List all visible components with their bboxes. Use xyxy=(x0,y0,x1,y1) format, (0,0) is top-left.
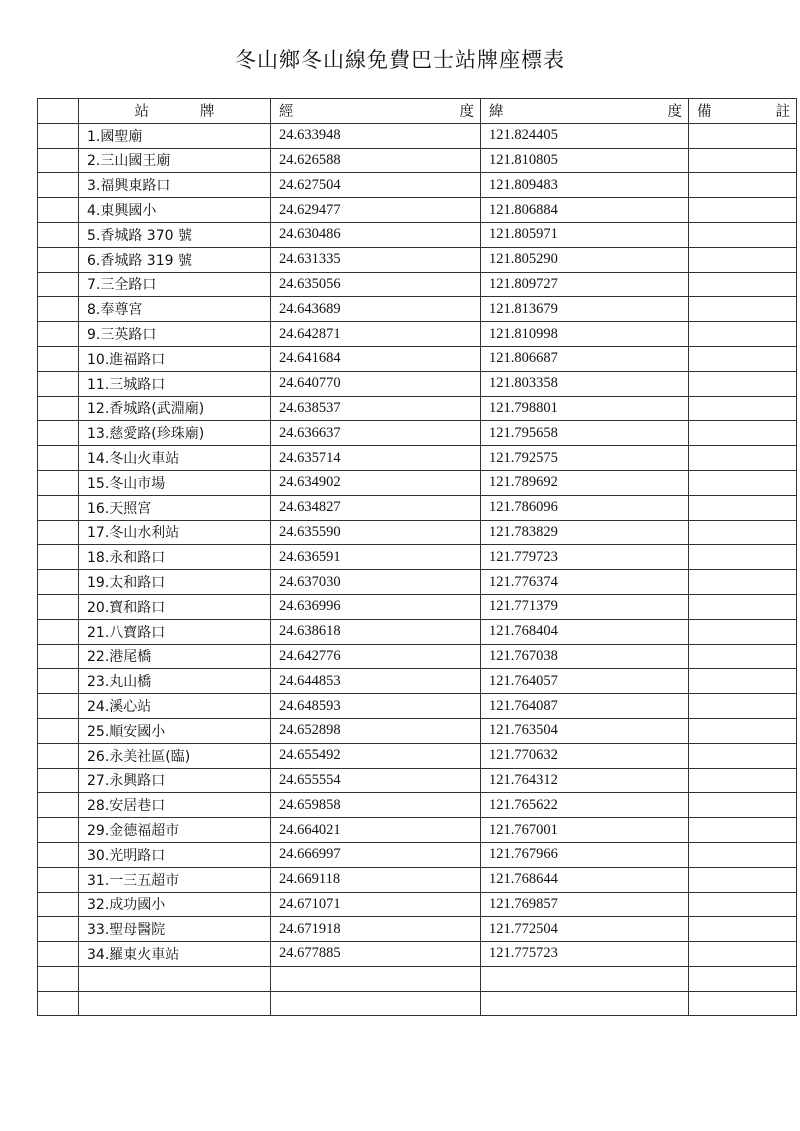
remarks-cell xyxy=(689,867,797,892)
latitude-cell: 121.767001 xyxy=(481,818,689,843)
latitude-cell: 121.765622 xyxy=(481,793,689,818)
remarks-cell xyxy=(689,322,797,347)
remarks-cell xyxy=(689,272,797,297)
remarks-cell xyxy=(689,619,797,644)
index-cell xyxy=(38,644,79,669)
table-row xyxy=(38,570,797,595)
station-name-cell: 32.成功國小 xyxy=(79,892,271,917)
longitude-cell xyxy=(271,966,481,991)
longitude-cell: 24.666997 xyxy=(271,842,481,867)
index-cell xyxy=(38,396,79,421)
station-name-cell: 18.永和路口 xyxy=(79,545,271,570)
table-row xyxy=(38,470,797,495)
index-cell xyxy=(38,346,79,371)
index-cell xyxy=(38,173,79,198)
latitude-cell: 121.805290 xyxy=(481,247,689,272)
index-cell xyxy=(38,991,79,1016)
longitude-cell: 24.642776 xyxy=(271,644,481,669)
station-name-cell: 7.三全路口 xyxy=(79,272,271,297)
table-row xyxy=(38,198,797,223)
index-cell xyxy=(38,371,79,396)
longitude-cell: 24.633948 xyxy=(271,123,481,148)
remarks-cell xyxy=(689,247,797,272)
latitude-cell: 121.789692 xyxy=(481,470,689,495)
table-row xyxy=(38,297,797,322)
header-latitude-char-2: 度 xyxy=(667,104,682,121)
longitude-cell: 24.643689 xyxy=(271,297,481,322)
header-station xyxy=(79,99,271,124)
table-row xyxy=(38,942,797,967)
table-row xyxy=(38,842,797,867)
header-station-char-2: 牌 xyxy=(200,104,215,121)
latitude-cell: 121.806884 xyxy=(481,198,689,223)
index-cell xyxy=(38,545,79,570)
index-cell xyxy=(38,520,79,545)
latitude-cell: 121.805971 xyxy=(481,222,689,247)
table-row xyxy=(38,123,797,148)
station-name-cell: 10.進福路口 xyxy=(79,346,271,371)
index-cell xyxy=(38,917,79,942)
table-header-row xyxy=(38,99,797,124)
remarks-cell xyxy=(689,793,797,818)
index-cell xyxy=(38,495,79,520)
longitude-cell: 24.642871 xyxy=(271,322,481,347)
index-cell xyxy=(38,966,79,991)
station-name-cell: 14.冬山火車站 xyxy=(79,446,271,471)
table-row xyxy=(38,173,797,198)
header-remarks xyxy=(689,99,797,124)
remarks-cell xyxy=(689,545,797,570)
remarks-cell xyxy=(689,520,797,545)
table-row xyxy=(38,867,797,892)
station-name-cell: 8.奉尊宮 xyxy=(79,297,271,322)
index-cell xyxy=(38,570,79,595)
station-name-cell: 15.冬山市場 xyxy=(79,470,271,495)
index-cell xyxy=(38,446,79,471)
index-cell xyxy=(38,619,79,644)
remarks-cell xyxy=(689,396,797,421)
table-row xyxy=(38,346,797,371)
table-row xyxy=(38,818,797,843)
station-name-cell: 2.三山國王廟 xyxy=(79,148,271,173)
index-cell xyxy=(38,322,79,347)
index-cell xyxy=(38,793,79,818)
station-name-cell: 12.香城路(武淵廟) xyxy=(79,396,271,421)
table-row xyxy=(38,793,797,818)
latitude-cell: 121.768644 xyxy=(481,867,689,892)
station-name-cell: 29.金德福超市 xyxy=(79,818,271,843)
index-cell xyxy=(38,247,79,272)
latitude-cell: 121.803358 xyxy=(481,371,689,396)
station-name-cell: 20.寶和路口 xyxy=(79,594,271,619)
remarks-cell xyxy=(689,198,797,223)
index-cell xyxy=(38,669,79,694)
station-name-cell: 24.溪心站 xyxy=(79,694,271,719)
latitude-cell: 121.764057 xyxy=(481,669,689,694)
index-cell xyxy=(38,718,79,743)
table-row xyxy=(38,148,797,173)
table-row xyxy=(38,495,797,520)
remarks-cell xyxy=(689,669,797,694)
station-name-cell: 4.東興國小 xyxy=(79,198,271,223)
table-row xyxy=(38,743,797,768)
latitude-cell: 121.810805 xyxy=(481,148,689,173)
index-cell xyxy=(38,694,79,719)
remarks-cell xyxy=(689,768,797,793)
latitude-cell: 121.767038 xyxy=(481,644,689,669)
remarks-cell xyxy=(689,942,797,967)
longitude-cell: 24.655492 xyxy=(271,743,481,768)
index-cell xyxy=(38,272,79,297)
station-name-cell: 9.三英路口 xyxy=(79,322,271,347)
longitude-cell: 24.631335 xyxy=(271,247,481,272)
longitude-cell xyxy=(271,991,481,1016)
latitude-cell: 121.813679 xyxy=(481,297,689,322)
longitude-cell: 24.644853 xyxy=(271,669,481,694)
remarks-cell xyxy=(689,644,797,669)
longitude-cell: 24.630486 xyxy=(271,222,481,247)
page-title: 冬山鄉冬山線免費巴士站牌座標表 xyxy=(235,48,565,72)
table-row xyxy=(38,421,797,446)
longitude-cell: 24.671071 xyxy=(271,892,481,917)
index-cell xyxy=(38,942,79,967)
remarks-cell xyxy=(689,421,797,446)
longitude-cell: 24.664021 xyxy=(271,818,481,843)
header-latitude-char-1: 緯 xyxy=(489,104,504,121)
index-cell xyxy=(38,123,79,148)
remarks-cell xyxy=(689,446,797,471)
longitude-cell: 24.637030 xyxy=(271,570,481,595)
longitude-cell: 24.648593 xyxy=(271,694,481,719)
latitude-cell: 121.810998 xyxy=(481,322,689,347)
station-name-cell: 5.香城路 370 號 xyxy=(79,222,271,247)
remarks-cell xyxy=(689,842,797,867)
table-row xyxy=(38,694,797,719)
table-row xyxy=(38,619,797,644)
remarks-cell xyxy=(689,297,797,322)
latitude-cell: 121.763504 xyxy=(481,718,689,743)
longitude-cell: 24.626588 xyxy=(271,148,481,173)
latitude-cell: 121.767966 xyxy=(481,842,689,867)
latitude-cell: 121.783829 xyxy=(481,520,689,545)
index-cell xyxy=(38,818,79,843)
latitude-cell: 121.824405 xyxy=(481,123,689,148)
index-cell xyxy=(38,222,79,247)
table-row xyxy=(38,222,797,247)
table-row xyxy=(38,396,797,421)
longitude-cell: 24.636996 xyxy=(271,594,481,619)
remarks-cell xyxy=(689,470,797,495)
longitude-cell: 24.659858 xyxy=(271,793,481,818)
remarks-cell xyxy=(689,966,797,991)
table-row xyxy=(38,545,797,570)
index-cell xyxy=(38,867,79,892)
index-cell xyxy=(38,594,79,619)
latitude-cell: 121.795658 xyxy=(481,421,689,446)
latitude-cell: 121.806687 xyxy=(481,346,689,371)
station-name-cell: 27.永興路口 xyxy=(79,768,271,793)
station-name-cell: 34.羅東火車站 xyxy=(79,942,271,967)
table-row xyxy=(38,371,797,396)
latitude-cell: 121.770632 xyxy=(481,743,689,768)
header-longitude-char-2: 度 xyxy=(459,104,474,121)
table-row xyxy=(38,520,797,545)
longitude-cell: 24.634827 xyxy=(271,495,481,520)
table-row xyxy=(38,718,797,743)
station-name-cell: 33.聖母醫院 xyxy=(79,917,271,942)
longitude-cell: 24.638618 xyxy=(271,619,481,644)
longitude-cell: 24.669118 xyxy=(271,867,481,892)
station-name-cell: 31.一三五超市 xyxy=(79,867,271,892)
index-cell xyxy=(38,198,79,223)
header-blank-cell xyxy=(38,99,79,124)
remarks-cell xyxy=(689,892,797,917)
station-name-cell: 6.香城路 319 號 xyxy=(79,247,271,272)
remarks-cell xyxy=(689,123,797,148)
station-name-cell xyxy=(79,966,271,991)
longitude-cell: 24.636591 xyxy=(271,545,481,570)
table-row xyxy=(38,446,797,471)
latitude-cell: 121.772504 xyxy=(481,917,689,942)
longitude-cell: 24.627504 xyxy=(271,173,481,198)
station-name-cell: 22.港尾橋 xyxy=(79,644,271,669)
station-name-cell xyxy=(79,991,271,1016)
remarks-cell xyxy=(689,346,797,371)
longitude-cell: 24.636637 xyxy=(271,421,481,446)
latitude-cell: 121.769857 xyxy=(481,892,689,917)
station-name-cell: 26.永美社區(臨) xyxy=(79,743,271,768)
remarks-cell xyxy=(689,148,797,173)
table-row xyxy=(38,322,797,347)
table-row xyxy=(38,991,797,1016)
index-cell xyxy=(38,892,79,917)
table-row xyxy=(38,247,797,272)
remarks-cell xyxy=(689,570,797,595)
index-cell xyxy=(38,470,79,495)
latitude-cell: 121.776374 xyxy=(481,570,689,595)
remarks-cell xyxy=(689,694,797,719)
station-name-cell: 21.八寶路口 xyxy=(79,619,271,644)
latitude-cell: 121.764312 xyxy=(481,768,689,793)
latitude-cell xyxy=(481,966,689,991)
index-cell xyxy=(38,148,79,173)
index-cell xyxy=(38,297,79,322)
longitude-cell: 24.629477 xyxy=(271,198,481,223)
station-name-cell: 1.國聖廟 xyxy=(79,123,271,148)
latitude-cell: 121.809727 xyxy=(481,272,689,297)
header-longitude xyxy=(271,99,481,124)
table-row xyxy=(38,669,797,694)
longitude-cell: 24.635714 xyxy=(271,446,481,471)
remarks-cell xyxy=(689,173,797,198)
station-name-cell: 25.順安國小 xyxy=(79,718,271,743)
header-station-char-1: 站 xyxy=(134,104,149,121)
longitude-cell: 24.671918 xyxy=(271,917,481,942)
table-row xyxy=(38,594,797,619)
remarks-cell xyxy=(689,917,797,942)
remarks-cell xyxy=(689,991,797,1016)
table-row xyxy=(38,966,797,991)
remarks-cell xyxy=(689,718,797,743)
latitude-cell: 121.779723 xyxy=(481,545,689,570)
longitude-cell: 24.640770 xyxy=(271,371,481,396)
remarks-cell xyxy=(689,371,797,396)
table-row xyxy=(38,768,797,793)
header-latitude xyxy=(481,99,689,124)
station-name-cell: 13.慈愛路(珍珠廟) xyxy=(79,421,271,446)
latitude-cell: 121.771379 xyxy=(481,594,689,619)
latitude-cell xyxy=(481,991,689,1016)
table-row xyxy=(38,644,797,669)
longitude-cell: 24.677885 xyxy=(271,942,481,967)
remarks-cell xyxy=(689,495,797,520)
remarks-cell xyxy=(689,743,797,768)
longitude-cell: 24.635056 xyxy=(271,272,481,297)
bus-stop-coordinate-table xyxy=(37,98,797,1016)
station-name-cell: 19.太和路口 xyxy=(79,570,271,595)
latitude-cell: 121.768404 xyxy=(481,619,689,644)
station-name-cell: 28.安居巷口 xyxy=(79,793,271,818)
table-row xyxy=(38,892,797,917)
station-name-cell: 17.冬山水利站 xyxy=(79,520,271,545)
station-name-cell: 3.福興東路口 xyxy=(79,173,271,198)
header-longitude-char-1: 經 xyxy=(279,104,294,121)
remarks-cell xyxy=(689,818,797,843)
remarks-cell xyxy=(689,222,797,247)
latitude-cell: 121.792575 xyxy=(481,446,689,471)
station-name-cell: 16.天照宮 xyxy=(79,495,271,520)
index-cell xyxy=(38,842,79,867)
index-cell xyxy=(38,421,79,446)
remarks-cell xyxy=(689,594,797,619)
latitude-cell: 121.775723 xyxy=(481,942,689,967)
table-body xyxy=(38,123,797,1016)
header-remarks-char-1: 備 xyxy=(697,104,712,121)
latitude-cell: 121.809483 xyxy=(481,173,689,198)
station-name-cell: 30.光明路口 xyxy=(79,842,271,867)
station-name-cell: 23.丸山橋 xyxy=(79,669,271,694)
latitude-cell: 121.798801 xyxy=(481,396,689,421)
station-name-cell: 11.三城路口 xyxy=(79,371,271,396)
longitude-cell: 24.635590 xyxy=(271,520,481,545)
table-row xyxy=(38,272,797,297)
latitude-cell: 121.786096 xyxy=(481,495,689,520)
longitude-cell: 24.634902 xyxy=(271,470,481,495)
index-cell xyxy=(38,768,79,793)
header-remarks-char-2: 註 xyxy=(775,104,790,121)
longitude-cell: 24.652898 xyxy=(271,718,481,743)
latitude-cell: 121.764087 xyxy=(481,694,689,719)
index-cell xyxy=(38,743,79,768)
longitude-cell: 24.638537 xyxy=(271,396,481,421)
longitude-cell: 24.641684 xyxy=(271,346,481,371)
table-row xyxy=(38,917,797,942)
longitude-cell: 24.655554 xyxy=(271,768,481,793)
